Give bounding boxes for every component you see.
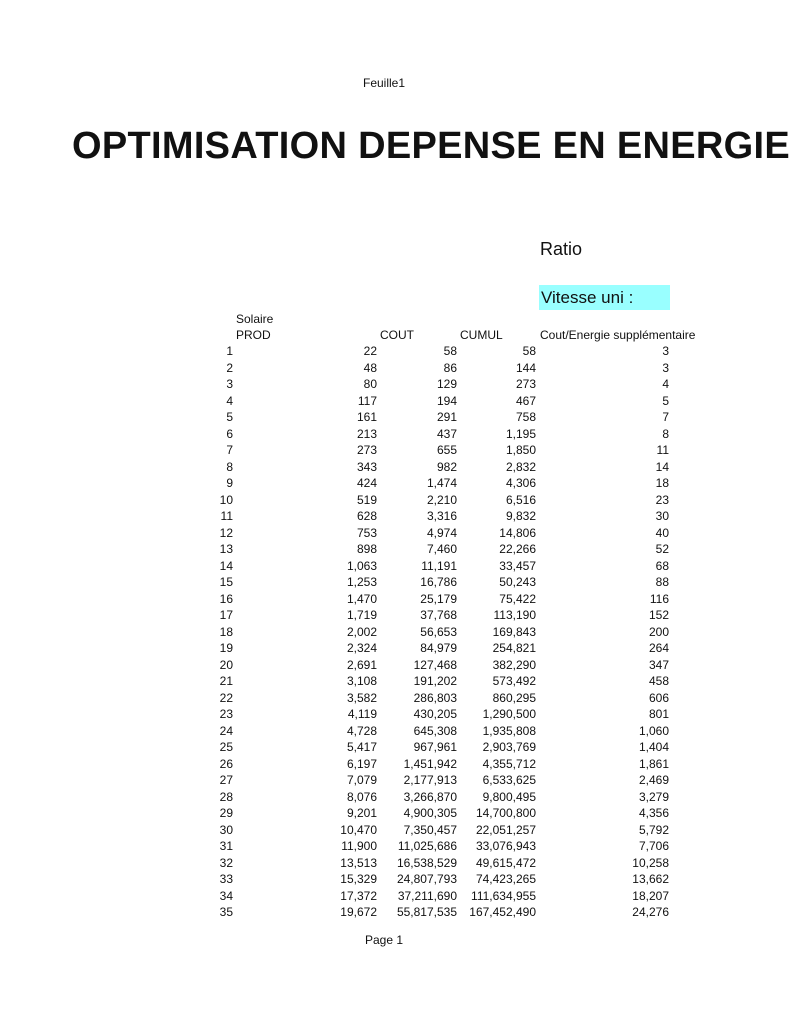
cout-cell[interactable]: 84,979 xyxy=(420,641,457,655)
prod-cell[interactable]: 13,513 xyxy=(340,855,377,870)
row-index[interactable]: 22 xyxy=(219,690,233,705)
table-row xyxy=(0,772,768,789)
ratio-cell[interactable]: 10,258 xyxy=(632,855,669,870)
cumul-cell[interactable]: 758 xyxy=(515,410,536,424)
table-row xyxy=(0,475,768,492)
ratio-cell[interactable]: 116 xyxy=(649,591,669,606)
cumul-cell[interactable]: 1,935,808 xyxy=(482,723,536,738)
ratio-cell[interactable]: 5 xyxy=(662,393,669,408)
cumul-cell[interactable]: 169,843 xyxy=(492,624,536,639)
cout-cell[interactable]: 2,177,913 xyxy=(403,773,457,787)
prod-cell[interactable]: 628 xyxy=(356,509,377,523)
ratio-cell[interactable]: 14 xyxy=(655,459,669,474)
cout-cell[interactable]: 16,786 xyxy=(420,575,457,589)
row-index[interactable]: 21 xyxy=(219,674,233,688)
prod-cell[interactable]: 17,372 xyxy=(340,888,377,903)
ratio-cell[interactable]: 1,861 xyxy=(638,756,669,771)
cumul-cell[interactable]: 33,457 xyxy=(499,558,536,573)
vitesse-cell[interactable]: Vitesse uni : xyxy=(539,285,670,310)
cumul-cell[interactable]: 14,806 xyxy=(499,525,536,540)
cout-cell[interactable]: 7,350,457 xyxy=(403,822,457,837)
ratio-cell[interactable]: 88 xyxy=(655,575,669,589)
prod-cell[interactable]: 2,691 xyxy=(346,657,377,672)
table-row xyxy=(0,409,768,426)
table-row xyxy=(0,640,768,657)
ratio-cell[interactable]: 4 xyxy=(662,377,669,391)
sheet-name: Feuille1 xyxy=(362,76,406,90)
prod-cell[interactable]: 6,197 xyxy=(346,756,377,771)
row-index[interactable]: 32 xyxy=(219,855,233,870)
cout-cell[interactable]: 24,807,793 xyxy=(396,872,457,886)
cout-cell[interactable]: 1,474 xyxy=(426,476,457,490)
ratio-cell[interactable]: 5,792 xyxy=(638,822,669,837)
prod-cell[interactable]: 48 xyxy=(363,360,377,375)
ratio-cell[interactable]: 68 xyxy=(655,558,669,573)
table-row xyxy=(0,739,768,756)
prod-cell[interactable]: 1,470 xyxy=(346,591,377,606)
cout-cell[interactable]: 3,316 xyxy=(426,509,457,523)
prod-cell[interactable]: 9,201 xyxy=(346,806,377,820)
table-row xyxy=(0,376,768,393)
cumul-cell[interactable]: 4,306 xyxy=(505,476,536,490)
table-row xyxy=(0,393,768,410)
cumul-cell[interactable]: 573,492 xyxy=(492,674,536,688)
prod-cell[interactable]: 7,079 xyxy=(346,773,377,787)
prod-cell[interactable]: 273 xyxy=(356,443,377,457)
cout-cell[interactable]: 11,025,686 xyxy=(397,839,457,853)
table-row xyxy=(0,673,768,690)
row-index[interactable]: 7 xyxy=(226,443,233,457)
table-row xyxy=(0,607,768,624)
table-row xyxy=(0,558,768,575)
table-row xyxy=(0,690,768,707)
table-row xyxy=(0,756,768,773)
row-index[interactable]: 5 xyxy=(226,410,233,424)
cout-cell[interactable]: 645,308 xyxy=(413,723,457,738)
header-prod: PROD xyxy=(236,328,271,342)
page-footer: Page 1 xyxy=(364,933,404,947)
cout-cell[interactable]: 11,191 xyxy=(421,558,457,573)
ratio-cell[interactable]: 13,662 xyxy=(632,872,669,886)
cumul-cell[interactable]: 1,195 xyxy=(505,426,536,441)
cout-cell[interactable]: 2,210 xyxy=(426,492,457,507)
row-index[interactable]: 28 xyxy=(219,789,233,804)
ratio-cell[interactable]: 3 xyxy=(662,344,669,358)
row-index[interactable]: 18 xyxy=(219,624,233,639)
prod-cell[interactable]: 4,119 xyxy=(347,707,377,721)
cumul-cell[interactable]: 167,452,490 xyxy=(469,905,536,919)
cout-cell[interactable]: 3,266,870 xyxy=(403,789,457,804)
ratio-cell[interactable]: 7 xyxy=(662,410,669,424)
row-index[interactable]: 12 xyxy=(219,525,233,540)
cout-cell[interactable]: 37,768 xyxy=(420,608,457,622)
cumul-cell[interactable]: 49,615,472 xyxy=(475,855,536,870)
row-index[interactable]: 10 xyxy=(219,492,233,507)
table-row xyxy=(0,541,768,558)
row-index[interactable]: 35 xyxy=(219,905,233,919)
cumul-cell[interactable]: 2,903,769 xyxy=(482,740,536,754)
row-index[interactable]: 4 xyxy=(226,393,233,408)
row-index[interactable]: 24 xyxy=(219,723,233,738)
table-row xyxy=(0,459,768,476)
cumul-cell[interactable]: 9,800,495 xyxy=(482,789,536,804)
ratio-cell[interactable]: 1,404 xyxy=(638,740,669,754)
row-index[interactable]: 29 xyxy=(219,806,233,820)
cumul-cell[interactable]: 113,190 xyxy=(493,608,536,622)
table-row xyxy=(0,706,768,723)
ratio-cell[interactable]: 52 xyxy=(655,542,669,556)
prod-cell[interactable]: 161 xyxy=(356,410,377,424)
row-index[interactable]: 33 xyxy=(219,872,233,886)
cout-cell[interactable]: 655 xyxy=(436,443,457,457)
ratio-cell[interactable]: 30 xyxy=(655,509,669,523)
row-index[interactable]: 2 xyxy=(226,360,233,375)
ratio-cell[interactable]: 23 xyxy=(655,492,669,507)
table-row xyxy=(0,525,768,542)
cumul-cell[interactable]: 2,832 xyxy=(505,459,536,474)
cumul-cell[interactable]: 6,533,625 xyxy=(482,773,536,787)
row-index[interactable]: 20 xyxy=(219,657,233,672)
table-row xyxy=(0,855,768,872)
cumul-cell[interactable]: 22,266 xyxy=(499,542,536,556)
table-row xyxy=(0,360,768,377)
ratio-cell[interactable]: 4,356 xyxy=(638,806,669,820)
table-row xyxy=(0,789,768,806)
prod-cell[interactable]: 2,002 xyxy=(346,624,377,639)
table-row xyxy=(0,442,768,459)
data-table xyxy=(0,343,768,921)
table-row xyxy=(0,591,768,608)
row-index[interactable]: 27 xyxy=(219,773,233,787)
ratio-cell[interactable]: 458 xyxy=(648,674,669,688)
row-index[interactable]: 3 xyxy=(226,377,233,391)
table-row xyxy=(0,492,768,509)
cumul-cell[interactable]: 58 xyxy=(522,344,536,358)
ratio-cell[interactable]: 347 xyxy=(648,657,669,672)
row-index[interactable]: 13 xyxy=(219,542,233,556)
cout-cell[interactable]: 86 xyxy=(443,360,457,375)
prod-cell[interactable]: 3,582 xyxy=(346,690,377,705)
cout-cell[interactable]: 191,202 xyxy=(413,674,457,688)
prod-cell[interactable]: 4,728 xyxy=(346,723,377,738)
prod-cell[interactable]: 519 xyxy=(356,492,377,507)
ratio-cell[interactable]: 40 xyxy=(655,525,669,540)
prod-cell[interactable]: 1,719 xyxy=(346,608,377,622)
cout-cell[interactable]: 430,205 xyxy=(413,707,457,721)
row-index[interactable]: 34 xyxy=(219,888,233,903)
prod-cell[interactable]: 10,470 xyxy=(340,822,377,837)
ratio-cell[interactable]: 152 xyxy=(648,608,669,622)
prod-cell[interactable]: 753 xyxy=(356,525,377,540)
cumul-cell[interactable]: 50,243 xyxy=(499,575,536,589)
table-row xyxy=(0,838,768,855)
ratio-cell[interactable]: 3,279 xyxy=(638,789,669,804)
prod-cell[interactable]: 2,324 xyxy=(346,641,377,655)
header-cout: COUT xyxy=(380,328,414,342)
cumul-cell[interactable]: 1,850 xyxy=(505,443,536,457)
prod-cell[interactable]: 22 xyxy=(363,344,377,358)
header-cumul: CUMUL xyxy=(460,328,503,342)
cout-cell[interactable]: 25,179 xyxy=(420,591,457,606)
prod-cell[interactable]: 1,253 xyxy=(346,575,377,589)
cout-cell[interactable]: 437 xyxy=(436,426,457,441)
prod-cell[interactable]: 15,329 xyxy=(340,872,377,886)
row-index[interactable]: 11 xyxy=(220,509,233,523)
row-index[interactable]: 15 xyxy=(219,575,233,589)
cout-cell[interactable]: 127,468 xyxy=(413,657,457,672)
ratio-cell[interactable]: 606 xyxy=(648,690,669,705)
row-index[interactable]: 23 xyxy=(219,707,233,721)
cumul-cell[interactable]: 382,290 xyxy=(492,657,536,672)
table-row xyxy=(0,508,768,525)
ratio-cell[interactable]: 2,469 xyxy=(638,773,669,787)
cout-cell[interactable]: 129 xyxy=(436,377,457,391)
table-row xyxy=(0,904,768,921)
cumul-cell[interactable]: 75,422 xyxy=(499,591,536,606)
row-index[interactable]: 16 xyxy=(219,591,233,606)
cumul-cell[interactable]: 1,290,500 xyxy=(482,707,536,721)
cumul-cell[interactable]: 860,295 xyxy=(492,690,536,705)
cumul-cell[interactable]: 273 xyxy=(515,377,536,391)
ratio-cell[interactable]: 200 xyxy=(648,624,669,639)
table-row xyxy=(0,871,768,888)
table-row xyxy=(0,426,768,443)
ratio-cell[interactable]: 18 xyxy=(655,476,669,490)
cumul-cell[interactable]: 22,051,257 xyxy=(475,822,536,837)
cout-cell[interactable]: 291 xyxy=(436,410,457,424)
ratio-label: Ratio xyxy=(540,239,583,259)
cout-cell[interactable]: 967,961 xyxy=(413,740,457,754)
cout-cell[interactable]: 286,803 xyxy=(413,690,457,705)
cout-cell[interactable]: 58 xyxy=(443,344,457,358)
prod-cell[interactable]: 8,076 xyxy=(346,789,377,804)
table-row xyxy=(0,343,768,360)
prod-cell[interactable]: 11,900 xyxy=(341,839,377,853)
table-row xyxy=(0,574,768,591)
cout-cell[interactable]: 56,653 xyxy=(420,624,457,639)
cout-cell[interactable]: 194 xyxy=(436,393,457,408)
title-container xyxy=(72,122,790,170)
row-index[interactable]: 14 xyxy=(219,558,233,573)
table-row xyxy=(0,657,768,674)
prod-cell[interactable]: 1,063 xyxy=(346,558,377,573)
ratio-cell[interactable]: 264 xyxy=(648,641,669,655)
cout-cell[interactable]: 1,451,942 xyxy=(403,756,457,771)
row-index[interactable]: 26 xyxy=(219,756,233,771)
prod-cell[interactable]: 343 xyxy=(356,459,377,474)
prod-cell[interactable]: 5,417 xyxy=(346,740,377,754)
row-index[interactable]: 1 xyxy=(226,344,233,358)
page-title: OPTIMISATION DEPENSE EN ENERGIE xyxy=(72,125,790,167)
header-solaire: Solaire xyxy=(236,312,274,326)
cumul-cell[interactable]: 467 xyxy=(515,393,536,408)
table-row xyxy=(0,624,768,641)
cumul-cell[interactable]: 33,076,943 xyxy=(475,839,536,853)
row-index[interactable]: 17 xyxy=(219,608,233,622)
cout-cell[interactable]: 4,900,305 xyxy=(403,806,457,820)
ratio-cell[interactable]: 11 xyxy=(656,443,669,457)
ratio-cell[interactable]: 24,276 xyxy=(632,905,669,919)
row-index[interactable]: 25 xyxy=(219,740,233,754)
prod-cell[interactable]: 117 xyxy=(357,393,377,408)
prod-cell[interactable]: 424 xyxy=(356,476,377,490)
header-ratio: Cout/Energie supplémentaire xyxy=(540,328,696,342)
cumul-cell[interactable]: 4,355,712 xyxy=(482,756,536,771)
row-index[interactable]: 31 xyxy=(219,839,233,853)
cumul-cell[interactable]: 14,700,800 xyxy=(475,806,536,820)
ratio-cell[interactable]: 8 xyxy=(662,426,669,441)
cumul-cell[interactable]: 6,516 xyxy=(505,492,536,507)
cout-cell[interactable]: 37,211,690 xyxy=(397,888,457,903)
prod-cell[interactable]: 213 xyxy=(356,426,377,441)
row-index[interactable]: 9 xyxy=(226,476,233,490)
ratio-cell[interactable]: 1,060 xyxy=(638,723,669,738)
row-index[interactable]: 19 xyxy=(219,641,233,655)
row-index[interactable]: 6 xyxy=(226,426,233,441)
cumul-cell[interactable]: 74,423,265 xyxy=(475,872,536,886)
ratio-cell[interactable]: 7,706 xyxy=(638,839,669,853)
prod-cell[interactable]: 898 xyxy=(356,542,377,556)
cout-cell[interactable]: 982 xyxy=(436,459,457,474)
table-row xyxy=(0,723,768,740)
ratio-cell[interactable]: 3 xyxy=(662,360,669,375)
row-index[interactable]: 30 xyxy=(219,822,233,837)
prod-cell[interactable]: 80 xyxy=(363,377,377,391)
prod-cell[interactable]: 3,108 xyxy=(346,674,377,688)
table-row xyxy=(0,805,768,822)
row-index[interactable]: 8 xyxy=(226,459,233,474)
cout-cell[interactable]: 55,817,535 xyxy=(396,905,457,919)
ratio-cell[interactable]: 18,207 xyxy=(632,888,669,903)
cout-cell[interactable]: 4,974 xyxy=(426,525,457,540)
cumul-cell[interactable]: 144 xyxy=(515,360,536,375)
ratio-cell[interactable]: 801 xyxy=(648,707,669,721)
prod-cell[interactable]: 19,672 xyxy=(340,905,377,919)
cout-cell[interactable]: 7,460 xyxy=(426,542,457,556)
cumul-cell[interactable]: 111,634,955 xyxy=(471,888,536,903)
cout-cell[interactable]: 16,538,529 xyxy=(396,855,457,870)
table-row xyxy=(0,888,768,905)
cumul-cell[interactable]: 9,832 xyxy=(505,509,536,523)
cumul-cell[interactable]: 254,821 xyxy=(492,641,536,655)
table-row xyxy=(0,822,768,839)
